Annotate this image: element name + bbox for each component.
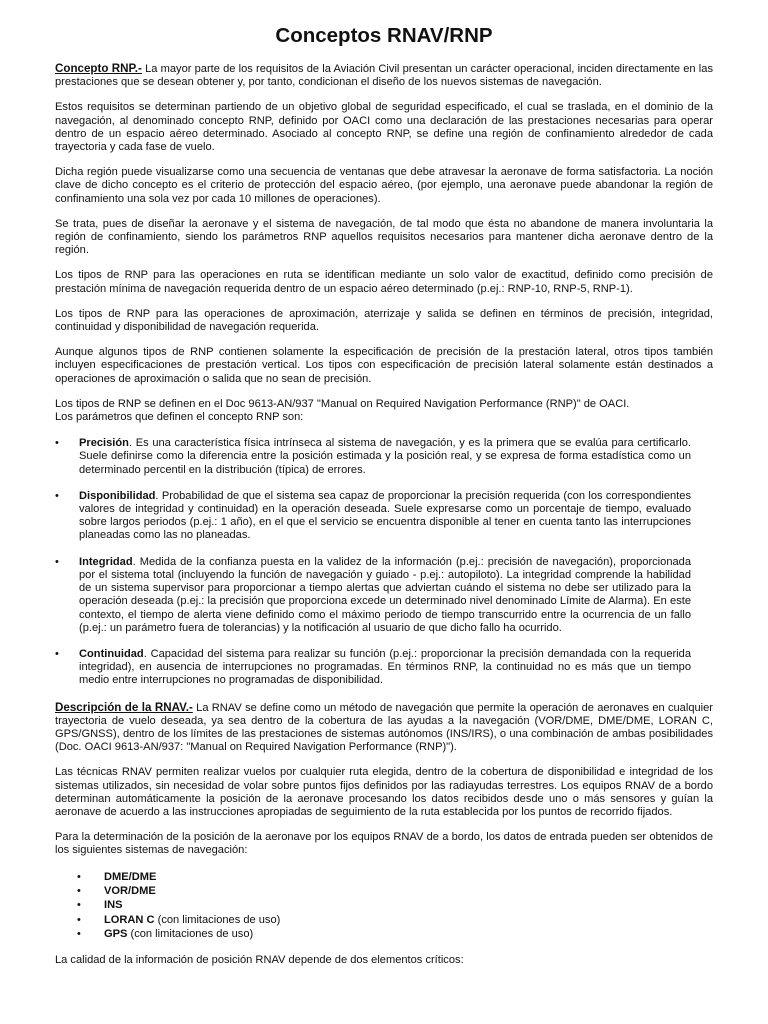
- system-note: (con limitaciones de uso): [127, 928, 254, 941]
- rnp-intro-paragraph: [55, 62, 713, 89]
- list-item: [55, 913, 713, 927]
- list-item: [55, 884, 713, 898]
- closing-paragraph: La calidad de la información de posición RNAV depende de dos elementos críticos:: [55, 953, 464, 966]
- system-name: DME/DME: [104, 870, 157, 883]
- params-intro: Los parámetros que definen el concepto RNP son:: [55, 411, 304, 424]
- list-item: [55, 556, 713, 635]
- rnav-intro-text: La RNAV se define como un método de navegación que permite la operación de aeronaves en cualquier trayectoria de vuelo deseada, ya sea dentro de la cobertura de las ayudas a la navegación (VOR/DME, DME/DME, LORAN C, GPS/GNSS), dentro de los límites de las prestaciones de sistemas autónomos (INS/IRS), o una combinación de ambas posibilidades (Doc. OACI 9613-AN/937: "Manual on Required Navigation Performance (RNP)").: [55, 701, 713, 754]
- list-item: [55, 437, 713, 477]
- bullet-icon: •: [77, 928, 81, 941]
- paragraph: Se trata, pues de diseñar la aeronave y el sistema de navegación, de tal modo que ésta no abandone de manera involuntaria la región de confinamiento, siendo los parámetros RNP aquellos requisitos necesarios para mantener dicha aeronave dentro de la región.: [55, 217, 713, 257]
- system-name: GPS: [104, 928, 128, 941]
- bullet-icon: •: [55, 647, 59, 660]
- paragraph: Estos requisitos se determinan partiendo de un objetivo global de seguridad especificado, el cual se traslada, en el dominio de la navegación, al denominado concepto RNP, definido por OACI como una declaración de las prestaciones necesarias para operar dentro de un espacio aéreo determinado. Asociado al concepto RNP, se define una región de confinamiento alrededor de cada trayectoria y cada fase de vuelo.: [55, 101, 713, 154]
- paragraph: Los tipos de RNP para las operaciones de aproximación, aterrizaje y salida se definen en términos de precisión, integridad, continuidad y disponibilidad de navegación requerida.: [55, 307, 713, 334]
- page-title: Conceptos RNAV/RNP: [275, 24, 493, 47]
- bullet-icon: •: [77, 884, 81, 897]
- system-name: LORAN C: [104, 913, 155, 926]
- bullet-icon: •: [55, 555, 59, 568]
- bullet-icon: •: [55, 437, 59, 450]
- list-item: [55, 927, 713, 941]
- paragraph: Dicha región puede visualizarse como una secuencia de ventanas que debe atravesar la aeronave de forma satisfactoria. La noción clave de dicho concepto es el criterio de protección del espacio aéreo, (por ejemplo, una aeronave puede abandonar la región de confinamiento una sola vez por cada 10 millones de operaciones).: [55, 166, 713, 205]
- paragraph: Los tipos de RNP para las operaciones en ruta se identifican mediante un solo valor de exactitud, definido como precisión de prestación mínima de navegación requerida dentro de un espacio aéreo determinado (p.ej.: RNP-10, RNP-5, RNP-1).: [55, 269, 713, 295]
- doc-reference-block: [55, 398, 713, 424]
- list-item: [55, 648, 713, 688]
- bullet-icon: •: [77, 870, 81, 883]
- parameter-term: Disponibilidad: [79, 489, 156, 502]
- system-note: (con limitaciones de uso): [154, 913, 281, 926]
- parameter-text: . Medida de la confianza puesta en la validez de la información (p.ej.: precisión de navegación), proporcionada por el sistema total (incluyendo la función de navegación y guiado - p.ej.: autopiloto). La integridad comprende la habilidad de un sistema supervisor para proporcionar a tiempo alertas que adviertan cuándo el sistema no debe ser utilizado para la operación deseada (p.ej.: la precisión que proporciona excede un determinado nivel denominado Límite de Alarma). En este contexto, el tiempo de alerta viene definido como el máximo periodo de tiempo transcurrido entre la ocurrencia de un fallo (p.ej.: un parámetro fuera de tolerancias) y la notificación al usuario de que dicho fallo ha ocurrido.: [79, 555, 691, 634]
- paragraph: Para la determinación de la posición de la aeronave por los equipos RNAV de a bordo, los datos de entrada pueden ser obtenidos de los siguientes sistemas de navegación:: [55, 831, 713, 857]
- rnp-intro-text: La mayor parte de los requisitos de la Aviación Civil presentan un carácter operacional, inciden directamente en las prestaciones que se desean obtener y, por tanto, condicionan el diseño de los nuevos sistemas de navegación.: [55, 63, 713, 89]
- system-name: VOR/DME: [104, 884, 156, 897]
- rnav-intro-paragraph: [55, 701, 713, 755]
- parameter-term: Continuidad: [79, 647, 144, 660]
- rnp-parameters-list: [55, 437, 713, 687]
- doc-reference: Los tipos de RNP se definen en el Doc 9613-AN/937 "Manual on Required Navigation Performance (RNP)" de OACI.: [55, 397, 630, 410]
- parameter-term: Precisión: [79, 437, 129, 450]
- paragraph: Aunque algunos tipos de RNP contienen solamente la especificación de precisión de la prestación lateral, otros tipos también incluyen especificaciones de prestación vertical. Los tipos con especificación de precisión lateral solamente están destinados a operaciones de aproximación o salida que no sean de precisión.: [55, 346, 713, 385]
- bullet-icon: •: [55, 489, 59, 502]
- paragraph: Las técnicas RNAV permiten realizar vuelos por cualquier ruta elegida, dentro de la cobertura de disponibilidad e integridad de los sistemas utilizados, sin necesidad de volar sobre puntos fijos definidos por las radiayudas terrestres. Los equipos RNAV de a bordo determinan automáticamente la posición de la aeronave procesando los datos recibidos desde uno o más sensores y guían la aeronave de acuerdo a las instrucciones apropiadas de seguimiento de la ruta establecida por los puntos de recorrido fijados.: [55, 766, 713, 818]
- rnav-heading: Descripción de la RNAV.-: [55, 700, 193, 714]
- navigation-systems-list: [55, 870, 713, 942]
- rnp-heading: Concepto RNP.-: [55, 62, 142, 75]
- parameter-text: . Es una característica física intrínseca al sistema de navegación, y es la primera que se evalúa para certificarlo. Suele definirse como la diferencia entre la posición estimada y la posición real, y se expresa de forma estadística como un determinado percentil en la distribución (típica) de errores.: [79, 437, 691, 476]
- list-item: [55, 870, 713, 884]
- bullet-icon: •: [77, 899, 81, 912]
- bullet-icon: •: [77, 913, 81, 926]
- parameter-term: Integridad: [79, 555, 133, 568]
- list-item: [55, 490, 713, 543]
- parameter-text: . Probabilidad de que el sistema sea capaz de proporcionar la precisión requerida (con los correspondientes valores de integridad y continuidad) en la operación deseada. Suele expresarse como un porcentaje de tiempo, evaluado sobre largos periodos (p.ej.: 1 año), en el que el servicio se encuentra disponible al tener en cuenta tanto las interrupciones planeadas como las no planeadas.: [79, 489, 691, 542]
- list-item: [55, 898, 713, 912]
- system-name: INS: [104, 899, 123, 912]
- parameter-text: . Capacidad del sistema para realizar su función (p.ej.: proporcionar la precisión demandada con la requerida integridad), en ausencia de interrupciones no programadas. En términos RNP, la continuidad no es más que un tiempo medio entre interrupciones no programadas de disponibilidad.: [79, 647, 691, 687]
